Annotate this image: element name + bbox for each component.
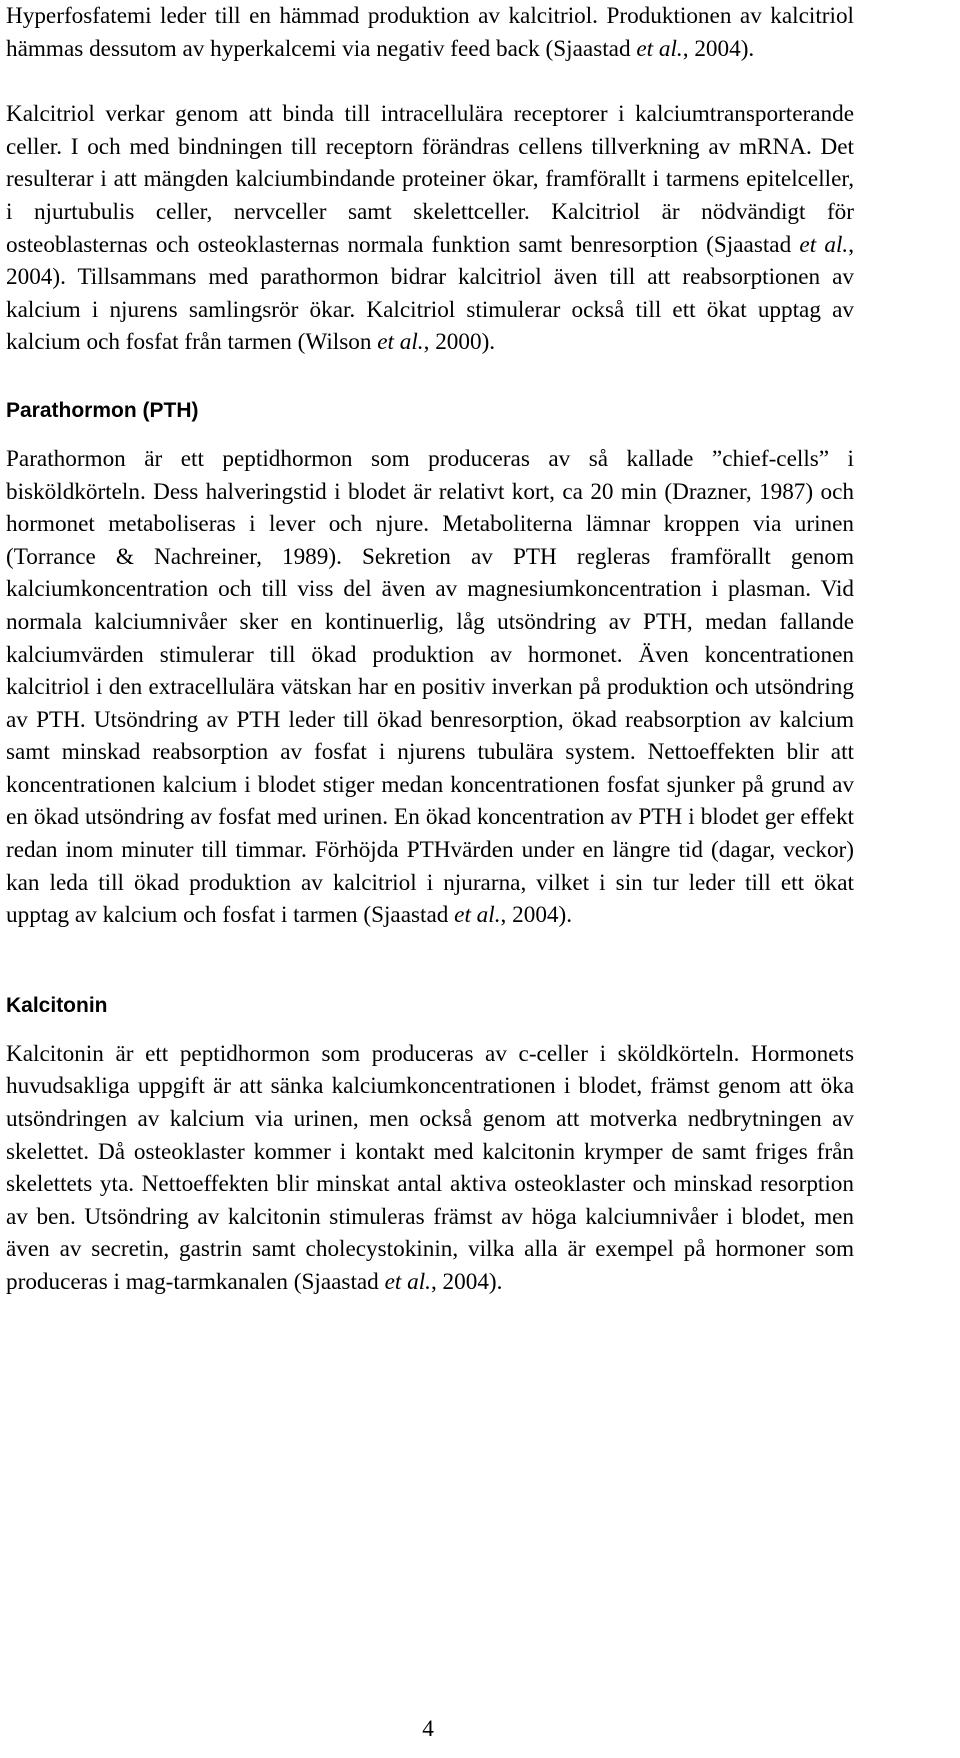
italic-run: et al. — [799, 231, 849, 258]
text-run: , 2004). — [682, 35, 755, 62]
paragraph-kalcitonin — [6, 1038, 854, 1299]
italic-run: et al. — [377, 329, 424, 356]
page-number: 4 — [422, 1716, 434, 1742]
italic-run: et al. — [454, 902, 501, 929]
text-run: Parathormon är ett peptidhormon som produceras av så kallade ”chief-cells” i bisköldkörteln. Dess halveringstid i blodet är relativt kort, ca 20 min (Drazner, 1987) och hormonet metaboliseras i lever och njure. Metaboliterna lämnar kroppen via urinen (Torrance & Nachreiner, 1989). Sekretion av PTH regleras framförallt genom kalciumkoncentration och till viss del även av magnesiumkoncentration i plasman. Vid normala kalciumnivåer sker en kontinuerlig, låg utsöndring av PTH, medan fallande kalciumvärden stimulerar till ökad produktion av hormonet. Även koncentrationen kalcitriol i den extracellulära vätskan har en positiv inverkan på produktion och utsöndring av PTH. Utsöndring av PTH leder till ökad benresorption, ökad reabsorption av kalcium samt minskad reabsorption av fosfat i njurens tubulära system. Nettoeffekten blir att koncentrationen kalcium i blodet stiger medan koncentrationen fosfat sjunker på grund av en ökad utsöndring av fosfat med urinen. En ökad koncentration av PTH i blodet ger effekt redan inom minuter till timmar. Förhöjda PTHvärden under en längre tid (dagar, veckor) kan leda till ökad produktion av kalcitriol i njurarna, vilket i sin tur leder till ett ökat upptag av kalcium och fosfat i tarmen (Sjaastad — [6, 445, 854, 929]
paragraph-parathormon — [6, 443, 854, 932]
text-run: Kalcitriol verkar genom att binda till intracellulära receptorer i kalciumtransporterande celler. I och med bindningen till receptorn förändras cellens tillverkning av mRNA. Det resulterar i att mängden kalciumbindande proteiner ökar, framförallt i tarmens epitelceller, i njurtubulis celler, nervceller samt skelettceller. Kalcitriol är nödvändigt för osteoblasternas och osteoklasternas normala funktion samt benresorption (Sjaastad — [6, 101, 854, 258]
text-run: , 2000). — [423, 329, 496, 356]
text-run: , 2004). — [430, 1269, 503, 1295]
heading-parathormon: Parathormon (PTH) — [6, 398, 199, 422]
text-run: Kalcitonin är ett peptidhormon som produceras av c-celler i sköldkörteln. Hormonets huvudsakliga uppgift är att sänka kalciumkoncentrationen i blodet, främst genom att öka utsöndringen av kalcium via urinen, men också genom att motverka nedbrytningen av skelettet. Då osteoklaster kommer i kontakt med kalcitonin krymper de samt friges från skelettets yta. Nettoeffekten blir minskat antal aktiva osteoklaster och minskad resorption av ben. Utsöndring av kalcitonin stimuleras främst av höga kalciumnivåer i blodet, men även av secretin, gastrin samt cholecystokinin, vilka alla är exempel på hormoner som produceras i mag-tarmkanalen (Sjaastad — [6, 1040, 854, 1295]
italic-run: et al. — [636, 35, 683, 62]
paragraph-kalcitriol — [6, 98, 854, 359]
heading-kalcitonin: Kalcitonin — [6, 993, 108, 1017]
document-page — [6, 0, 854, 1299]
italic-run: et al. — [384, 1269, 431, 1295]
text-run: Hyperfosfatemi leder till en hämmad produktion av kalcitriol. Produktionen av kalcitriol hämmas dessutom av hyperkalcemi via negativ feed back (Sjaastad — [6, 3, 854, 62]
text-run: , 2004). Tillsammans med parathormon bidrar kalcitriol även till att reabsorptionen av kalcium i njurens samlingsrör ökar. Kalcitriol stimulerar också till ett ökat upptag av kalcium och fosfat från tarmen (Wilson — [6, 231, 854, 356]
text-run: , 2004). — [500, 902, 573, 929]
paragraph-hyperfosfatemi — [6, 0, 854, 65]
